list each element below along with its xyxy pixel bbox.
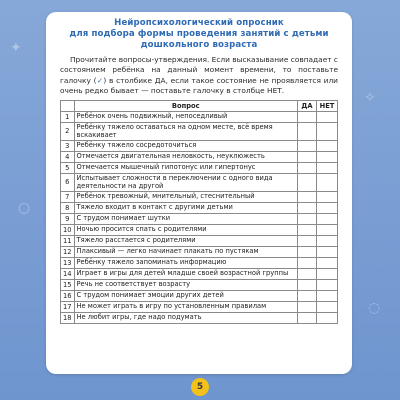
no-cell[interactable] xyxy=(317,213,338,224)
yes-cell[interactable] xyxy=(298,268,317,279)
yes-cell[interactable] xyxy=(298,290,317,301)
header-question: Вопрос xyxy=(74,100,297,111)
row-number: 10 xyxy=(61,224,75,235)
row-number: 5 xyxy=(61,162,75,173)
table-row xyxy=(61,257,338,268)
no-cell[interactable] xyxy=(317,268,338,279)
table-header-row xyxy=(61,100,338,111)
yes-cell[interactable] xyxy=(298,140,317,151)
star-doodle-icon: ✧ xyxy=(364,90,376,106)
yes-cell[interactable] xyxy=(298,191,317,202)
circle-doodle-icon: ○ xyxy=(18,200,31,216)
table-row xyxy=(61,224,338,235)
no-cell[interactable] xyxy=(317,235,338,246)
no-cell[interactable] xyxy=(317,202,338,213)
row-number: 18 xyxy=(61,312,75,323)
header-number xyxy=(61,100,75,111)
table-row xyxy=(61,268,338,279)
table-row xyxy=(61,202,338,213)
no-cell[interactable] xyxy=(317,224,338,235)
row-question: Играет в игры для детей младше своей возрастной группы xyxy=(74,268,297,279)
no-cell[interactable] xyxy=(317,301,338,312)
row-question: Ребёнку тяжело сосредоточиться xyxy=(74,140,297,151)
row-question: Тяжело расстается с родителями xyxy=(74,235,297,246)
row-question: Ребёнок очень подвижный, непоседливый xyxy=(74,111,297,122)
yes-cell[interactable] xyxy=(298,213,317,224)
row-question: С трудом понимает эмоции других детей xyxy=(74,290,297,301)
header-no: НЕТ xyxy=(317,100,338,111)
title-line-3: дошкольного возраста xyxy=(140,40,258,50)
no-cell[interactable] xyxy=(317,111,338,122)
row-number: 15 xyxy=(61,279,75,290)
yes-cell[interactable] xyxy=(298,224,317,235)
table-row xyxy=(61,246,338,257)
questionnaire-table xyxy=(60,100,338,324)
row-number: 14 xyxy=(61,268,75,279)
row-number: 2 xyxy=(61,122,75,140)
no-cell[interactable] xyxy=(317,122,338,140)
no-cell[interactable] xyxy=(317,279,338,290)
table-row xyxy=(61,279,338,290)
row-number: 4 xyxy=(61,151,75,162)
table-row xyxy=(61,140,338,151)
no-cell[interactable] xyxy=(317,140,338,151)
row-number: 13 xyxy=(61,257,75,268)
row-number: 9 xyxy=(61,213,75,224)
page-number-badge: 5 xyxy=(191,378,209,396)
table-row xyxy=(61,301,338,312)
checkmark-icon: ✓ xyxy=(96,75,104,85)
instructions-text-1: Прочитайте вопросы-утверждения. Если высказывание совпадает с состоянием ребёнка на данный момент времени, то поставьте галочку ( xyxy=(60,55,338,85)
row-question: Ребёнку тяжело запоминать информацию xyxy=(74,257,297,268)
page-title xyxy=(60,18,338,51)
table-row xyxy=(61,111,338,122)
row-question: Ребёнку тяжело оставаться на одном месте, всё время вскакивает xyxy=(74,122,297,140)
no-cell[interactable] xyxy=(317,173,338,191)
table-row xyxy=(61,151,338,162)
table-row xyxy=(61,173,338,191)
row-number: 16 xyxy=(61,290,75,301)
row-question: Отмечается двигательная неловкость, неуклюжесть xyxy=(74,151,297,162)
row-question: Плаксивый — легко начинает плакать по пустякам xyxy=(74,246,297,257)
row-number: 17 xyxy=(61,301,75,312)
yes-cell[interactable] xyxy=(298,235,317,246)
row-question: Тяжело входит в контакт с другими детьми xyxy=(74,202,297,213)
row-question: Испытывает сложности в переключении с одного вида деятельности на другой xyxy=(74,173,297,191)
row-question: Отмечается мышечный гипотонус или гипертонус xyxy=(74,162,297,173)
title-line-2: для подбора формы проведения занятий с детьми xyxy=(69,29,329,39)
row-question: Речь не соответствует возрасту xyxy=(74,279,297,290)
row-number: 7 xyxy=(61,191,75,202)
row-question: Ночью просится спать с родителями xyxy=(74,224,297,235)
star-doodle-icon: ✦ xyxy=(10,40,22,56)
row-number: 8 xyxy=(61,202,75,213)
table-row xyxy=(61,312,338,323)
row-number: 12 xyxy=(61,246,75,257)
yes-cell[interactable] xyxy=(298,312,317,323)
table-row xyxy=(61,191,338,202)
row-question: Ребёнок тревожный, мнительный, стеснительный xyxy=(74,191,297,202)
no-cell[interactable] xyxy=(317,312,338,323)
table-row xyxy=(61,122,338,140)
yes-cell[interactable] xyxy=(298,257,317,268)
table-row xyxy=(61,235,338,246)
row-number: 6 xyxy=(61,173,75,191)
yes-cell[interactable] xyxy=(298,122,317,140)
yes-cell[interactable] xyxy=(298,246,317,257)
header-yes: ДА xyxy=(298,100,317,111)
instructions-text-2: ) в столбике ДА, если такое состояние не проявляется или очень редко бывает — поставьте галочку в столбце НЕТ. xyxy=(60,75,338,96)
no-cell[interactable] xyxy=(317,191,338,202)
yes-cell[interactable] xyxy=(298,111,317,122)
instructions-paragraph xyxy=(60,55,338,97)
row-number: 3 xyxy=(61,140,75,151)
yes-cell[interactable] xyxy=(298,173,317,191)
circle-doodle-icon: ◌ xyxy=(368,300,381,316)
row-question: С трудом понимает шутки xyxy=(74,213,297,224)
row-question: Не любит игры, где надо подумать xyxy=(74,312,297,323)
no-cell[interactable] xyxy=(317,290,338,301)
row-number: 11 xyxy=(61,235,75,246)
yes-cell[interactable] xyxy=(298,279,317,290)
table-row xyxy=(61,162,338,173)
no-cell[interactable] xyxy=(317,151,338,162)
yes-cell[interactable] xyxy=(298,162,317,173)
yes-cell[interactable] xyxy=(298,202,317,213)
table-row xyxy=(61,290,338,301)
table-row xyxy=(61,213,338,224)
yes-cell[interactable] xyxy=(298,301,317,312)
row-number: 1 xyxy=(61,111,75,122)
title-line-1: Нейропсихологический опросник xyxy=(114,18,284,28)
questionnaire-sheet xyxy=(46,12,352,374)
row-question: Не может играть в игру по установленным правилам xyxy=(74,301,297,312)
no-cell[interactable] xyxy=(317,257,338,268)
no-cell[interactable] xyxy=(317,246,338,257)
yes-cell[interactable] xyxy=(298,151,317,162)
no-cell[interactable] xyxy=(317,162,338,173)
